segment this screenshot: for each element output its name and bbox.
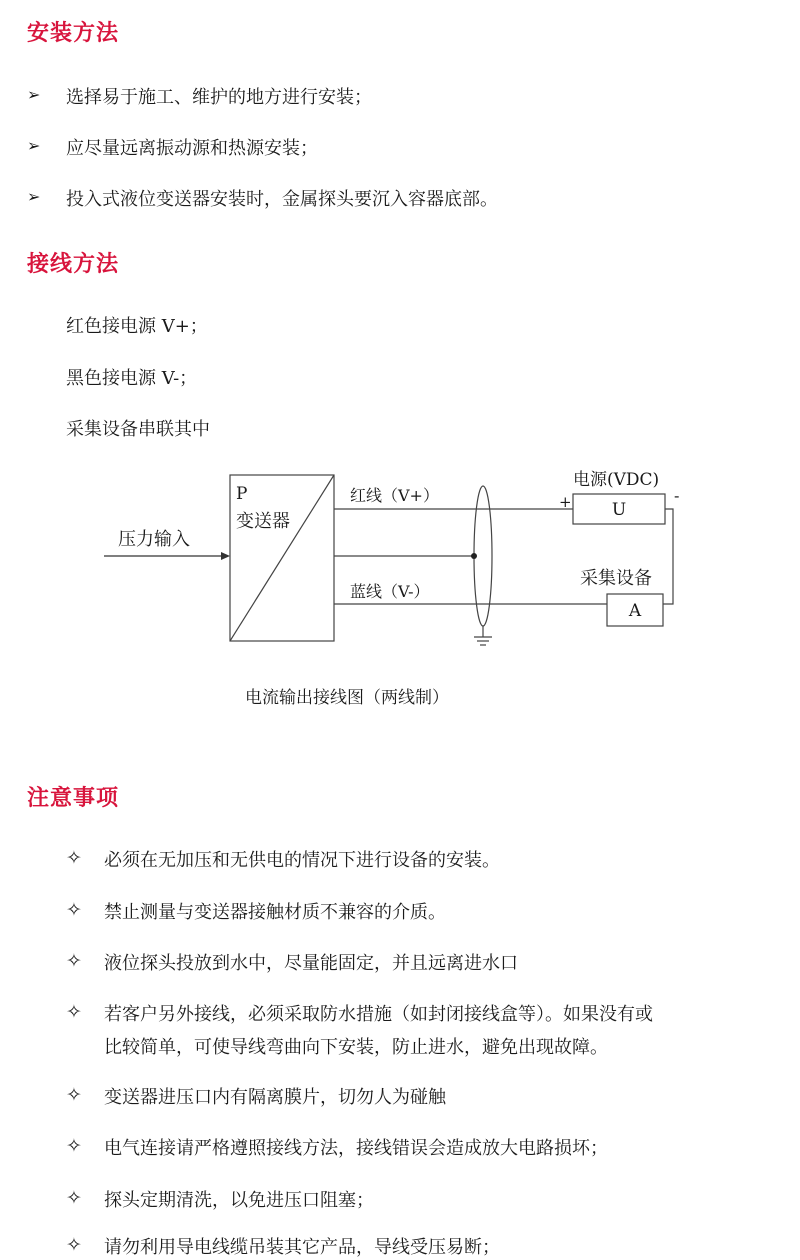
star-bullet-icon: ✧: [66, 1135, 82, 1157]
note-item: 必须在无加压和无供电的情况下进行设备的安装。: [104, 850, 500, 871]
note-item: 电气连接请严格遵照接线方法，接线错误会造成放大电路损坏；: [104, 1138, 608, 1159]
note-item: 请勿利用导电线缆吊装其它产品，导线受压易断；: [104, 1237, 500, 1258]
star-bullet-icon: ✧: [66, 899, 82, 921]
power-plus: +: [559, 493, 572, 511]
install-item: 选择易于施工、维护的地方进行安装；: [66, 87, 372, 108]
star-bullet-icon: ✧: [66, 1084, 82, 1106]
device-symbol: A: [628, 601, 642, 621]
wiring-diagram: [0, 455, 800, 715]
star-bullet-icon: ✧: [66, 950, 82, 972]
install-item: 应尽量远离振动源和热源安装；: [66, 138, 318, 159]
red-wire-label: 红线（V+）: [350, 486, 439, 505]
input-arrow-icon: [221, 552, 230, 560]
arrow-bullet-icon: ➢: [27, 136, 41, 155]
note-item: 禁止测量与变送器接触材质不兼容的介质。: [104, 902, 446, 923]
star-bullet-icon: ✧: [66, 1001, 82, 1023]
power-minus: -: [674, 486, 680, 505]
diagram-caption: 电流输出接线图（两线制）: [245, 688, 449, 708]
arrow-bullet-icon: ➢: [27, 187, 41, 206]
junction-dot: [471, 553, 477, 559]
wiring-heading: 接线方法: [27, 252, 120, 277]
wiring-line-black: 黑色接电源 V-；: [66, 368, 198, 389]
star-bullet-icon: ✧: [66, 1234, 82, 1256]
note-item: 变送器进压口内有隔离膜片，切勿人为碰触: [104, 1087, 446, 1108]
blue-wire-label: 蓝线（V-）: [350, 582, 430, 601]
note-item: 探头定期清洗，以免进压口阻塞；: [104, 1190, 374, 1211]
arrow-bullet-icon: ➢: [27, 85, 41, 104]
note-item: 若客户另外接线，必须采取防水措施（如封闭接线盒等）。如果没有或: [104, 1004, 653, 1025]
wiring-line-red: 红色接电源 V+；: [66, 316, 208, 337]
note-item-continuation: 比较简单，可使导线弯曲向下安装，防止进水，避免出现故障。: [104, 1037, 608, 1058]
notes-heading: 注意事项: [27, 786, 120, 811]
install-heading: 安装方法: [27, 21, 120, 46]
wiring-line-device: 采集设备串联其中: [66, 419, 210, 440]
transmitter-p-label: P: [236, 484, 248, 504]
transmitter-name: 变送器: [236, 511, 290, 532]
device-label: 采集设备: [580, 568, 652, 589]
note-item: 液位探头投放到水中，尽量能固定，并且远离进水口: [104, 953, 518, 974]
power-label: 电源(VDC): [573, 470, 660, 490]
star-bullet-icon: ✧: [66, 847, 82, 869]
install-item: 投入式液位变送器安装时，金属探头要沉入容器底部。: [66, 189, 498, 210]
star-bullet-icon: ✧: [66, 1187, 82, 1209]
power-symbol: U: [611, 500, 627, 520]
input-label: 压力输入: [118, 529, 190, 550]
